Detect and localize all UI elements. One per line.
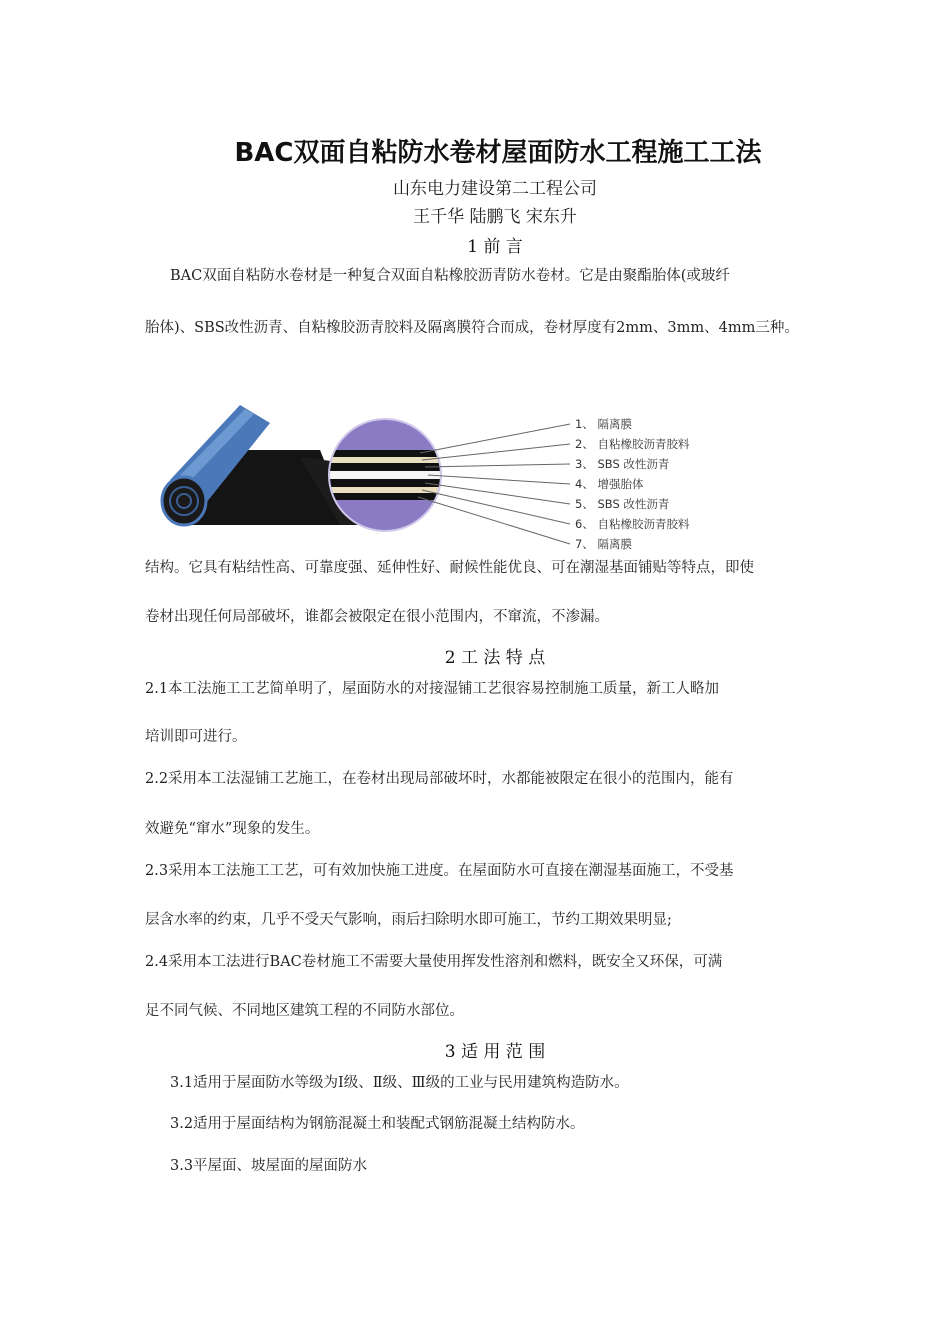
layer-label-2: 2、 自粘橡胶沥青胶料: [575, 437, 690, 451]
leader-line-2: [422, 444, 570, 460]
section-2-item-4-line-2: 足不同气候、不同地区建筑工程的不同防水部位。: [145, 1003, 464, 1019]
section-2-item-1-line-1: 2.1本工法施工工艺简单明了，屋面防水的对接湿铺工艺很容易控制施工质量，新工人略加: [145, 681, 720, 697]
section-1-paragraph-2-line-1: 结构。它具有粘结性高、可靠度强、延伸性好、耐候性能优良、可在潮湿基面铺贴等特点，即使: [145, 560, 754, 576]
layer-label-4: 4、 增强胎体: [575, 477, 644, 491]
leader-line-7: [418, 497, 570, 544]
section-2-heading: 2 工 法 特 点: [444, 648, 546, 668]
layer-label-5: 5、 SBS 改性沥青: [575, 497, 670, 511]
section-2-item-1-line-2: 培训即可进行。: [145, 729, 247, 745]
section-2-item-2-line-1: 2.2采用本工法湿铺工艺施工，在卷材出现局部破坏时，水都能被限定在很小的范围内，能有: [145, 771, 734, 787]
leader-line-3: [425, 464, 570, 467]
leader-line-1: [420, 424, 570, 453]
section-2-item-3-line-1: 2.3采用本工法施工工艺，可有效加快施工进度。在屋面防水可直接在潮湿基面施工，不受基: [145, 863, 734, 879]
section-2-item-4-line-1: 2.4采用本工法进行BAC卷材施工不需要大量使用挥发性溶剂和燃料，既安全又环保，可满: [145, 954, 723, 970]
section-2-item-3-line-2: 层含水率的约束，几乎不受天气影响，雨后扫除明水即可施工，节约工期效果明显;: [145, 912, 672, 928]
section-3-heading: 3 适 用 范 围: [444, 1042, 546, 1062]
leader-line-4: [428, 475, 570, 484]
section-2-item-2-line-2: 效避免“窜水”现象的发生。: [145, 821, 320, 837]
layer-label-3: 3、 SBS 改性沥青: [575, 457, 670, 471]
company-name: 山东电力建设第二工程公司: [393, 179, 597, 199]
layer-label-6: 6、 自粘橡胶沥青胶料: [575, 517, 690, 531]
section-1-paragraph-1-line-1: BAC双面自粘防水卷材是一种复合双面自粘橡胶沥青防水卷材。它是由聚酯胎体(或玻纤: [170, 268, 730, 284]
membrane-structure-figure: [150, 395, 750, 555]
section-3-item-1: 3.1适用于屋面防水等级为Ⅰ级、Ⅱ级、Ⅲ级的工业与民用建筑构造防水。: [170, 1075, 629, 1091]
leader-line-6: [422, 490, 570, 524]
section-3-item-3: 3.3平屋面、坡屋面的屋面防水: [170, 1158, 368, 1174]
layer-label-1: 1、 隔离膜: [575, 417, 632, 431]
leader-line-5: [425, 483, 570, 504]
section-1-paragraph-1-line-2: 胎体)、SBS改性沥青、自粘橡胶沥青胶料及隔离膜符合而成，卷材厚度有2mm、3mm、4mm三种。: [145, 320, 799, 336]
layer-label-7: 7、 隔离膜: [575, 537, 632, 551]
membrane-roll-end: [162, 477, 206, 525]
layer-band-1: [320, 450, 460, 457]
section-1-heading: 1 前 言: [467, 237, 523, 257]
section-1-paragraph-2-line-2: 卷材出现任何局部破坏，谁都会被限定在很小范围内，不窜流，不渗漏。: [145, 609, 609, 625]
section-3-item-2: 3.2适用于屋面结构为钢筋混凝土和装配式钢筋混凝土结构防水。: [170, 1116, 585, 1132]
layer-band-4: [320, 471, 460, 479]
document-title: BAC双面自粘防水卷材屋面防水工程施工工法: [234, 138, 762, 168]
author-names: 王千华 陆鹏飞 宋东升: [413, 207, 577, 227]
